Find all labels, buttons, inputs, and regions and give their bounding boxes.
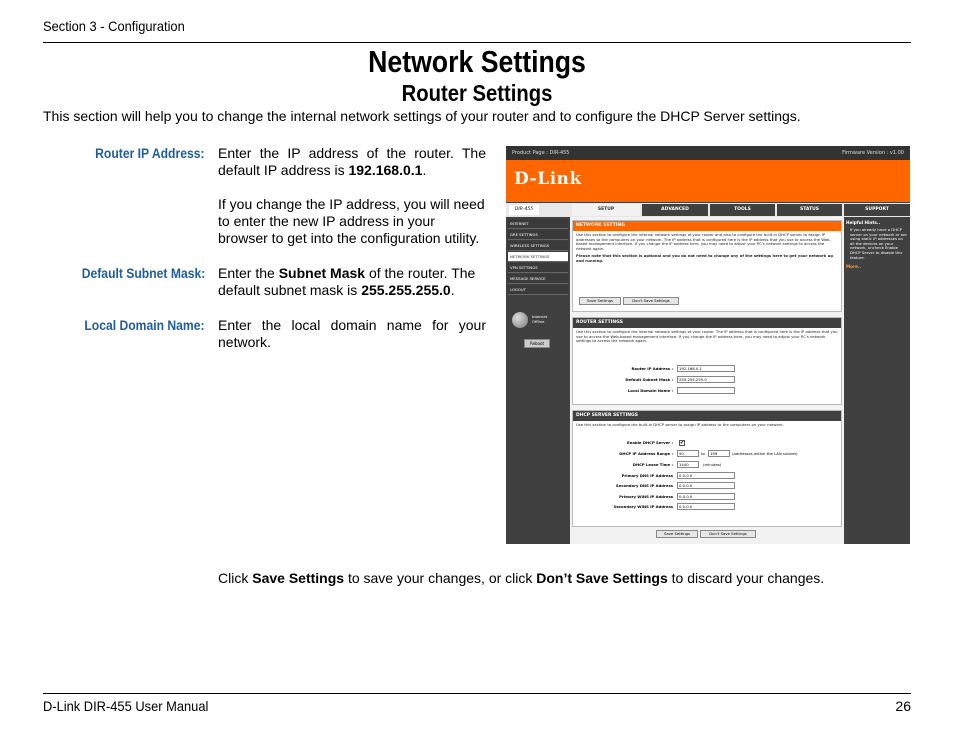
router-ip-label: Router IP Address: — [95, 146, 205, 161]
primary-dns-label: Primary DNS IP Address — [621, 473, 673, 478]
tab-setup[interactable]: SETUP — [572, 204, 640, 216]
dhcp-server-box — [572, 410, 842, 527]
secondary-wins-input[interactable]: 0.0.0.0 — [677, 503, 735, 510]
router-settings-box — [572, 317, 842, 405]
product-page-text: Product Page : DIR-455 — [512, 150, 570, 156]
network-setting-head: NETWORK SETTING — [573, 221, 841, 231]
tab-status[interactable]: STATUS — [777, 204, 842, 216]
save-instructions: Click Save Settings to save your changes, or click Don’t Save Settings to discard your changes. — [218, 570, 825, 586]
dlink-logo: D-Link — [514, 169, 582, 189]
enable-dhcp-checkbox[interactable]: ✔ — [680, 440, 685, 446]
section-header: Section 3 - Configuration — [43, 18, 185, 34]
bottom-divider — [43, 693, 911, 694]
dhcp-range-label: DHCP IP Address Range : — [619, 451, 673, 456]
network-setting-note: Please note that this section is optional and you do not need to change any of the settings here to get your network up and running. — [576, 253, 834, 263]
top-divider — [43, 42, 911, 43]
internet-globe-icon — [512, 312, 528, 328]
subnet-mask-field-label: Default Subnet Mask : — [625, 377, 673, 382]
dont-save-settings-button-bottom[interactable]: Don't Save Settings — [700, 530, 756, 538]
local-domain-field-label: Local Domain Name : — [627, 388, 673, 393]
network-setting-box — [572, 220, 842, 312]
dhcp-lease-note: (minutes) — [703, 462, 722, 467]
secondary-dns-input[interactable]: 0.0.0.0 — [677, 482, 735, 489]
router-screenshot — [506, 146, 910, 544]
local-domain-description: Enter the local domain name for your network. — [218, 317, 486, 350]
router-ip-field-label: Router IP Address : — [631, 366, 673, 371]
tab-support[interactable]: SUPPORT — [844, 204, 910, 216]
intro-paragraph: This section will help you to change the internal network settings of your router and to configure the DHCP Server settings. — [43, 108, 801, 124]
left-nav — [506, 217, 570, 544]
internet-status — [532, 314, 547, 324]
dhcp-lease-input[interactable]: 1440 — [677, 461, 699, 468]
offline-label: Offline — [532, 319, 545, 324]
page-subtitle: Router Settings — [401, 80, 553, 106]
router-settings-head: ROUTER SETTINGS — [573, 318, 841, 328]
dhcp-lease-label: DHCP Lease Time : — [632, 462, 673, 467]
local-domain-label: Local Domain Name: — [84, 318, 205, 333]
footer-manual-title: D-Link DIR-455 User Manual — [43, 698, 209, 714]
footer-page-number: 26 — [895, 698, 911, 714]
internet-label: Internet — [532, 314, 548, 319]
secondary-wins-label: Secondary WINS IP Address — [613, 504, 673, 509]
nav-gre-settings[interactable]: GRE SETTINGS — [508, 230, 568, 240]
reboot-button[interactable]: Reboot — [524, 339, 550, 348]
firmware-version-text: Firmware Version : v1.00 — [842, 150, 904, 156]
hints-more-link[interactable]: More.. — [846, 264, 862, 270]
save-settings-button-top[interactable]: Save Settings — [579, 297, 621, 305]
tab-advanced[interactable]: ADVANCED — [642, 204, 708, 216]
network-setting-text: Use this section to configure the internal network settings of your router and also to configure the built-in DHCP server to assign IP addresses to the computers on your network. The IP address that is configured here is the IP address that you use to access the Web-based management interface. If you change the IP address here, you may need to adjust your PC's network settings to access the network again. — [576, 232, 831, 251]
dlink-banner — [506, 160, 910, 202]
router-settings-text: Use this section to configure the internal network settings of your router. The IP address that is configured here is the IP address that you use to access the Web-based management interface. If you change the IP address here, you may need to adjust your PC's network settings to access the network again. — [576, 329, 838, 344]
dhcp-range-to: to — [701, 451, 705, 456]
hints-text: If you already have a DHCP server on your network or are using static IP addresses on all the devices on your network, uncheck Enable DHCP Server to disable this feature. — [850, 227, 907, 260]
tab-tools[interactable]: TOOLS — [710, 204, 775, 216]
nav-internet[interactable]: INTERNET — [508, 219, 568, 229]
local-domain-input[interactable] — [677, 387, 735, 394]
nav-vpn-settings[interactable]: VPN SETTINGS — [508, 263, 568, 273]
dont-save-settings-button-top[interactable]: Don't Save Settings — [623, 297, 679, 305]
router-ip-description: Enter the IP address of the router. The default IP address is 192.168.0.1. — [218, 145, 486, 178]
save-settings-button-bottom[interactable]: Save Settings — [656, 530, 698, 538]
secondary-dns-label: Secondary DNS IP Address — [615, 483, 673, 488]
dhcp-server-head: DHCP SERVER SETTINGS — [573, 411, 841, 421]
subnet-mask-input[interactable]: 255.255.255.0 — [677, 376, 735, 383]
primary-wins-label: Primary WINS IP Address — [619, 494, 673, 499]
primary-dns-input[interactable]: 0.0.0.0 — [677, 472, 735, 479]
subnet-mask-description: Enter the Subnet Mask of the router. The default subnet mask is 255.255.255.0. — [218, 265, 476, 298]
hints-heading: Helpful Hints.. — [846, 220, 881, 225]
nav-logout[interactable]: LOGOUT — [508, 285, 568, 295]
dhcp-range-start-input[interactable]: 50 — [677, 450, 699, 457]
subnet-mask-label: Default Subnet Mask: — [81, 266, 205, 281]
router-ip-input[interactable]: 192.168.0.1 — [677, 365, 735, 372]
nav-message-service[interactable]: MESSAGE SERVICE — [508, 274, 568, 284]
router-ip-change-note: If you change the IP address, you will need to enter the new IP address in your browser to get into the configuration utility. — [218, 196, 485, 246]
enable-dhcp-label: Enable DHCP Server : — [627, 440, 673, 445]
dhcp-range-note: (addresses within the LAN subnet) — [732, 451, 798, 456]
model-badge: DIR-455 — [509, 205, 539, 215]
content-area — [570, 217, 844, 544]
dhcp-server-text: Use this section to configure the built-in DHCP server to assign IP address to the computers on your network. — [576, 422, 784, 427]
screenshot-topbar — [506, 146, 910, 160]
page-title: Network Settings — [368, 44, 586, 79]
helpful-hints-panel — [844, 217, 910, 544]
nav-network-settings[interactable]: NETWORK SETTINGS — [508, 252, 568, 262]
primary-wins-input[interactable]: 0.0.0.0 — [677, 493, 735, 500]
nav-wireless-settings[interactable]: WIRELESS SETTINGS — [508, 241, 568, 251]
dhcp-range-end-input[interactable]: 199 — [708, 450, 730, 457]
